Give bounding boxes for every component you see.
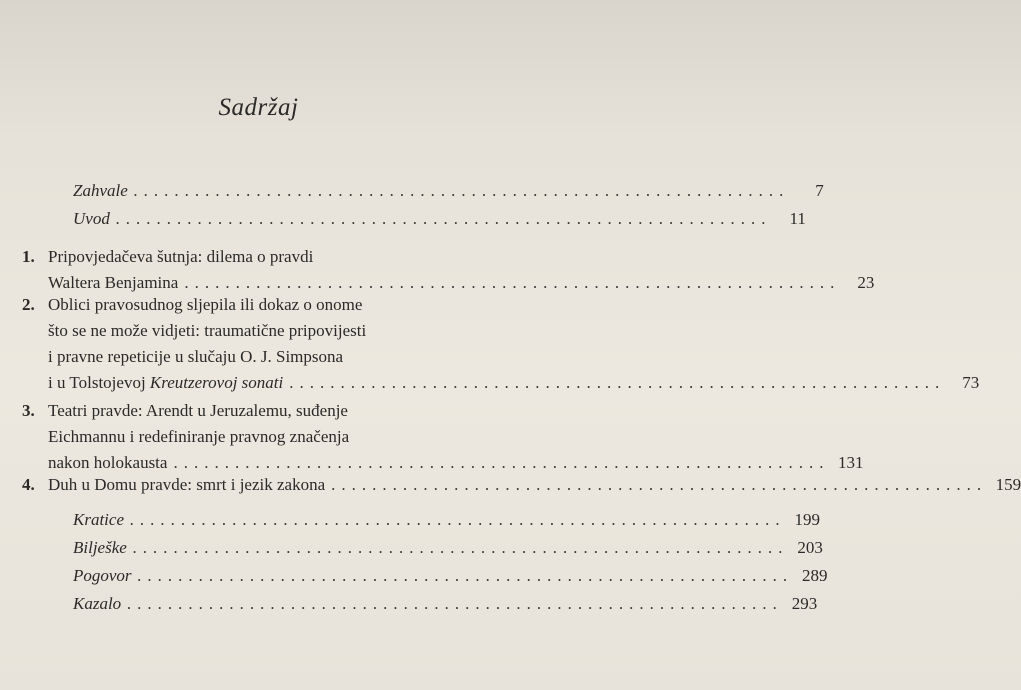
chapter-title-line: i pravne repeticije u slučaju O. J. Simpsona	[48, 347, 344, 366]
dot-leader: ................................................................	[132, 538, 789, 557]
entry-label: Kratice	[73, 510, 124, 529]
entry-label: Bilješke	[73, 538, 127, 557]
entry-label: Zahvale	[73, 181, 128, 200]
entry-page: 159	[995, 475, 1021, 494]
entry-page: 293	[791, 594, 818, 613]
dot-leader: ................................................................	[127, 594, 784, 613]
entry-label: Uvod	[73, 209, 110, 228]
entry-page: 11	[789, 209, 806, 228]
toc-entry-back	[73, 566, 828, 586]
entry-page: 23	[857, 273, 875, 292]
title-text: Duh u Domu pravde: smrt i jezik zakona	[48, 475, 326, 494]
dot-leader: ................................................................	[289, 373, 946, 392]
toc-entry-back	[73, 594, 818, 614]
chapter-title-line	[48, 472, 325, 498]
toc-entry-front	[73, 209, 806, 229]
chapter-title-line	[48, 370, 283, 396]
chapter-title-line: što se ne može vidjeti: traumatične pripovijesti	[48, 321, 367, 340]
toc-entry-back	[73, 510, 820, 530]
toc-entry-front	[73, 181, 824, 201]
title-text: nakon holokausta	[48, 453, 168, 472]
title-text: i u Tolstojevoj	[48, 373, 150, 392]
entry-label: Kazalo	[73, 594, 122, 613]
chapter-number: 1.	[22, 247, 35, 266]
entry-page: 289	[802, 566, 828, 585]
chapter-title-line: Pripovjedačeva šutnja: dilema o pravdi	[48, 247, 314, 266]
chapter-number: 3.	[22, 401, 35, 420]
entry-page: 199	[794, 510, 820, 529]
dot-leader: ................................................................	[173, 453, 830, 472]
dot-leader: ................................................................	[331, 475, 988, 494]
entry-page: 203	[797, 538, 823, 557]
entry-page: 131	[837, 453, 864, 472]
toc-entry-back	[73, 538, 823, 558]
dot-leader: ................................................................	[115, 209, 772, 228]
title-text: Waltera Benjamina	[48, 273, 179, 292]
dot-leader: ................................................................	[137, 566, 794, 585]
dot-leader: ................................................................	[133, 181, 790, 200]
chapter-last-line	[48, 472, 1021, 498]
toc-title: Sadržaj	[218, 94, 299, 121]
chapter-number: 2.	[22, 295, 35, 314]
chapter-title-line: Teatri pravde: Arendt u Jeruzalemu, suđenje	[48, 401, 348, 420]
chapter-last-line	[48, 370, 980, 396]
dot-leader: ................................................................	[184, 273, 841, 292]
entry-page: 7	[815, 181, 824, 200]
entry-page: 73	[962, 373, 980, 392]
dot-leader: ................................................................	[130, 510, 786, 529]
chapter-title-line: Eichmannu i redefiniranje pravnog značenja	[48, 427, 350, 446]
title-italic: Kreutzerovoj sonati	[149, 373, 284, 392]
entry-label: Pogovor	[73, 566, 132, 585]
chapter-number: 4.	[22, 475, 35, 494]
chapter-title-line: Oblici pravosudnog sljepila ili dokaz o onome	[48, 295, 363, 314]
